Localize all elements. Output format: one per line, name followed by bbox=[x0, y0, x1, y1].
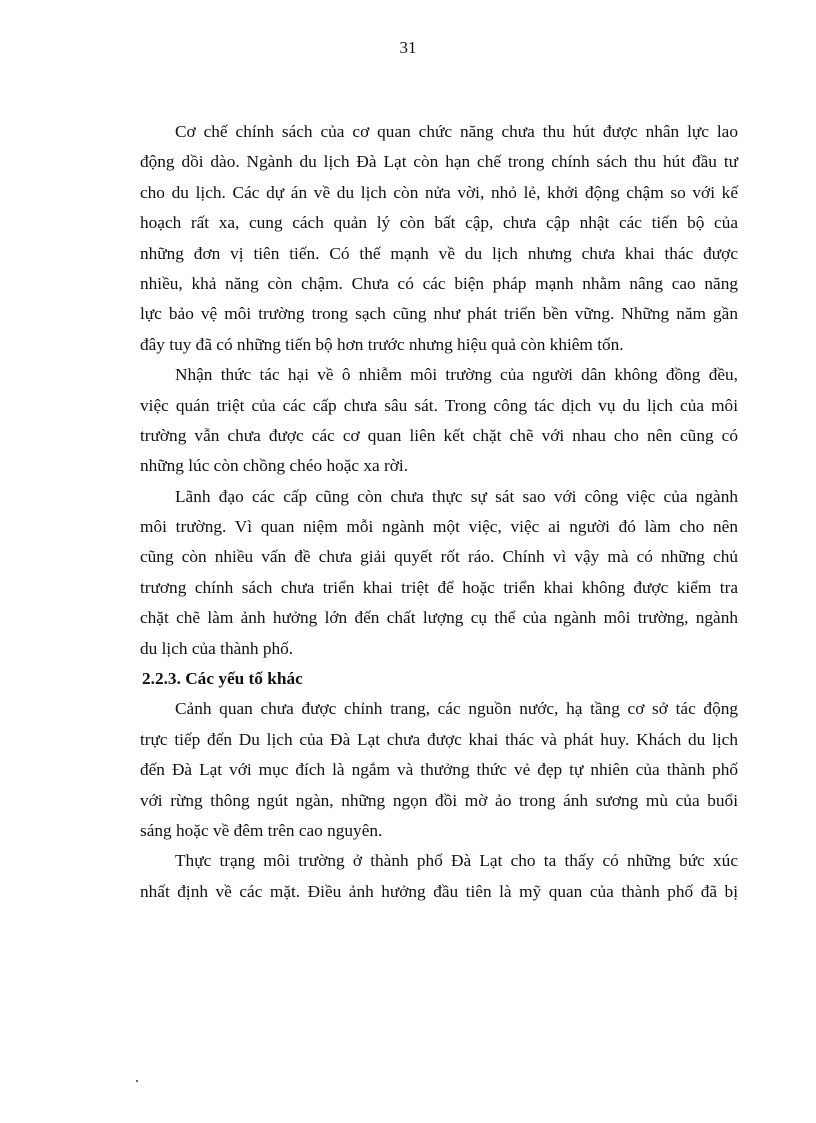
text-line: với rừng thông ngút ngàn, những ngọn đồi mờ ảo trong ánh sương mù của buổi bbox=[140, 790, 738, 810]
text-line: đến Đà Lạt với mục đích là ngắm và thưởng thức vẻ đẹp tự nhiên của thành phố bbox=[140, 760, 738, 780]
paragraph-4 bbox=[140, 694, 738, 846]
text-line: động dồi dào. Ngành du lịch Đà Lạt còn hạn chế trong chính sách thu hút đầu tư bbox=[140, 152, 738, 172]
text-line: nhất định về các mặt. Điều ảnh hưởng đầu tiên là mỹ quan của thành phố đã bị bbox=[140, 881, 738, 901]
text-line: Cảnh quan chưa được chỉnh trang, các nguồn nước, hạ tầng cơ sở tác động bbox=[175, 699, 738, 719]
paragraph-2 bbox=[140, 360, 738, 482]
section-heading: 2.2.3. Các yếu tố khác bbox=[142, 669, 303, 689]
footer-dot bbox=[136, 1080, 138, 1082]
text-line: cho du lịch. Các dự án về du lịch còn nửa vời, nhỏ lẻ, khởi động chậm so với kế bbox=[140, 182, 738, 202]
text-line: cũng còn nhiều vấn đề chưa giải quyết rốt ráo. Chính vì vậy mà có những chủ bbox=[140, 547, 738, 567]
paragraph-5 bbox=[140, 846, 738, 907]
text-line: môi trường. Vì quan niệm mỗi ngành một việc, việc ai người đó làm cho nên bbox=[140, 517, 738, 537]
text-line: những đơn vị tiên tiến. Có thế mạnh về du lịch nhưng chưa khai thác được bbox=[140, 243, 738, 263]
text-line: Cơ chế chính sách của cơ quan chức năng chưa thu hút được nhân lực lao bbox=[175, 122, 738, 141]
page-number: 31 bbox=[399, 38, 417, 57]
paragraph-3 bbox=[140, 482, 738, 664]
text-line: lực bảo vệ môi trường trong sạch cũng như phát triển bền vững. Những năm gần bbox=[140, 304, 738, 324]
text-line: nhiều, khả năng còn chậm. Chưa có các biện pháp mạnh nhằm nâng cao năng bbox=[140, 273, 738, 293]
text-line: việc quán triệt của các cấp chưa sâu sát. Trong công tác dịch vụ du lịch của môi bbox=[140, 395, 738, 415]
text-line: trường vẫn chưa được các cơ quan liên kết chặt chẽ với nhau cho nên cũng có bbox=[140, 425, 738, 445]
text-line: trực tiếp đến Du lịch của Đà Lạt chưa được khai thác và phát huy. Khách du lịch bbox=[140, 729, 738, 749]
text-line: đây tuy đã có những tiến bộ hơn trước nhưng hiệu quả còn khiêm tốn. bbox=[140, 334, 624, 354]
text-line: sáng hoặc về đêm trên cao nguyên. bbox=[140, 820, 383, 840]
text-line: trương chính sách chưa triển khai triệt để hoặc triển khai không được kiểm tra bbox=[140, 577, 738, 597]
text-line: hoạch rất xa, cung cách quản lý còn bất cập, chưa cập nhật các tiến bộ của bbox=[140, 213, 738, 233]
paragraph-1 bbox=[140, 117, 738, 360]
text-line: du lịch của thành phố. bbox=[140, 638, 294, 658]
text-line: Thực trạng môi trường ở thành phố Đà Lạt cho ta thấy có những bức xúc bbox=[175, 851, 738, 871]
document-body bbox=[140, 117, 738, 907]
text-line: Nhận thức tác hại về ô nhiễm môi trường của người dân không đồng đều, bbox=[175, 365, 738, 385]
text-line: Lãnh đạo các cấp cũng còn chưa thực sự sát sao với công việc của ngành bbox=[175, 486, 738, 506]
text-line: chặt chẽ làm ảnh hưởng lớn đến chất lượng cụ thể của ngành môi trường, ngành bbox=[140, 608, 738, 628]
text-line: những lúc còn chồng chéo hoặc xa rời. bbox=[140, 456, 409, 476]
